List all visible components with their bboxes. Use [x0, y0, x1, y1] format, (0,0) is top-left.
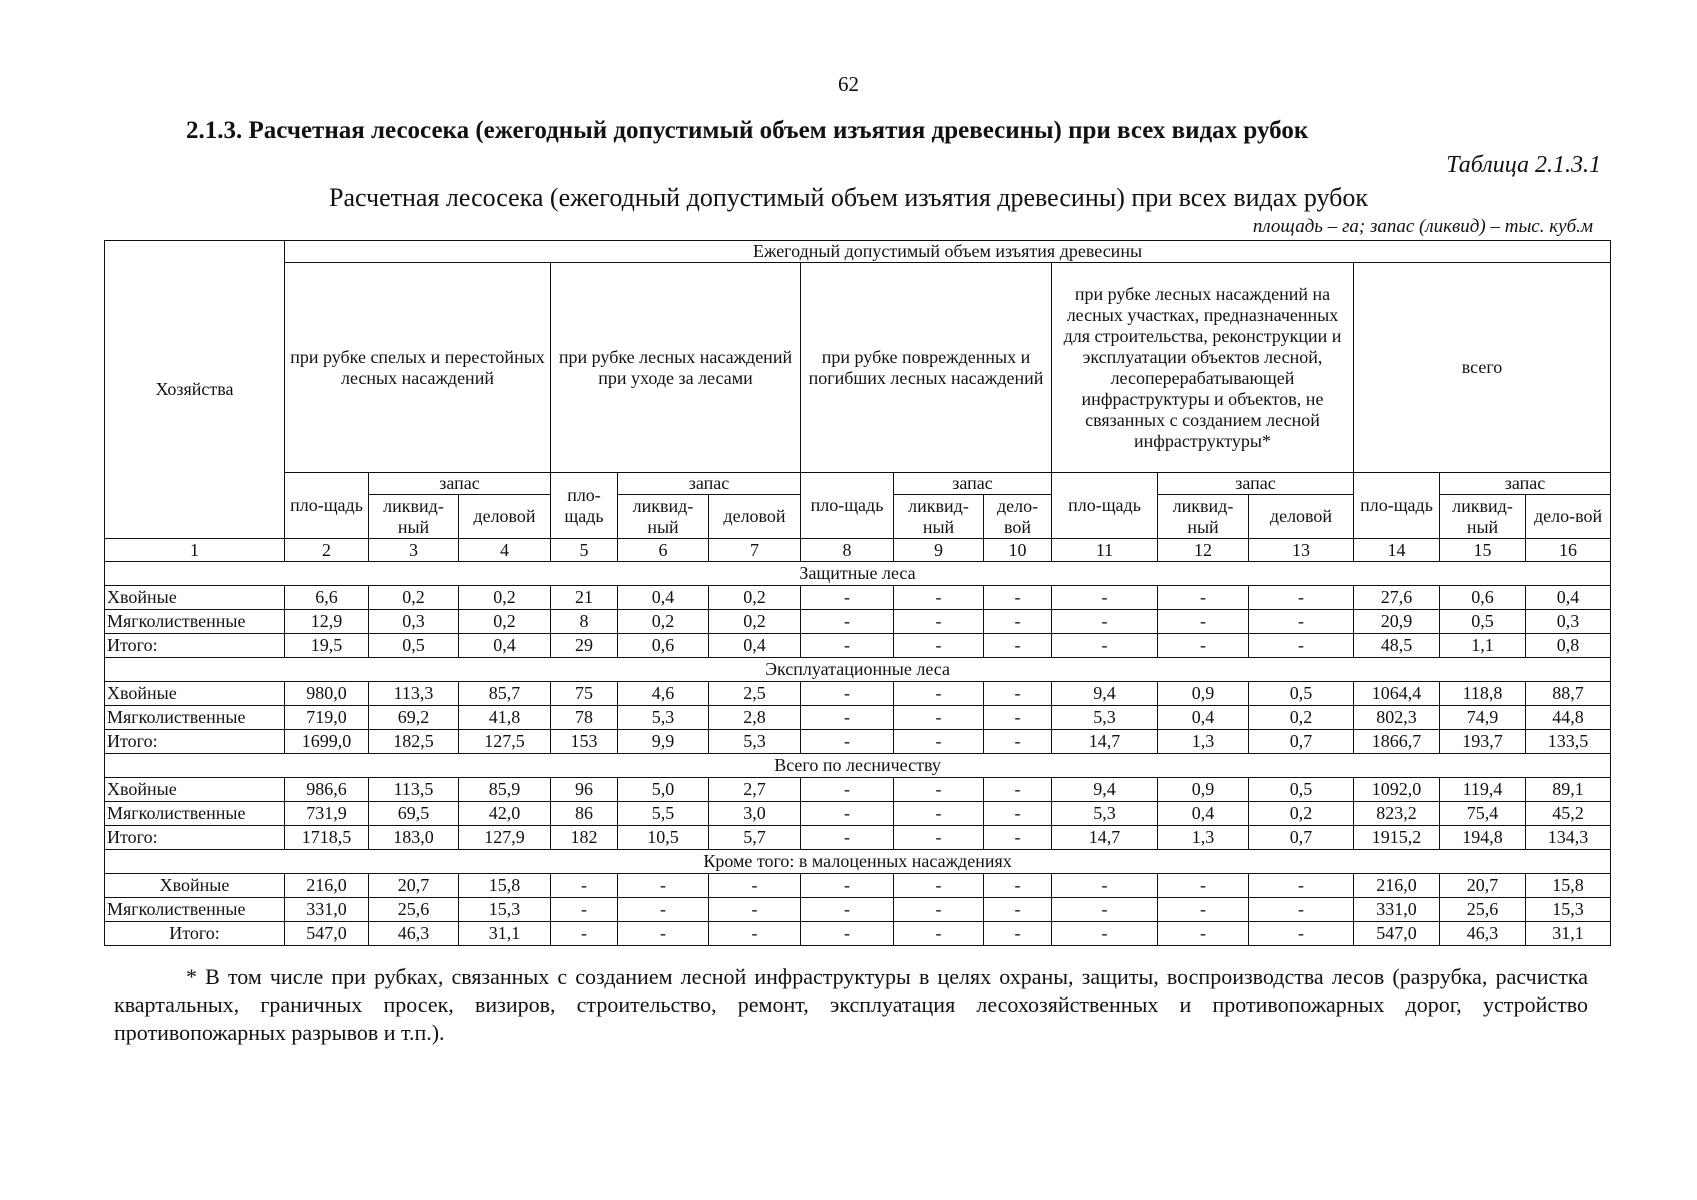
table-cell: -	[894, 610, 984, 634]
table-cell: -	[894, 682, 984, 706]
header-stock: запас	[894, 473, 1052, 495]
table-cell: 25,6	[369, 898, 459, 922]
table-cell: 86	[551, 802, 618, 826]
table-cell: 0,7	[1249, 730, 1354, 754]
header-business: деловой	[709, 495, 801, 539]
table-cell: 15,8	[1526, 874, 1611, 898]
table-cell: 5,0	[618, 778, 709, 802]
table-cell: 8	[551, 610, 618, 634]
table-body	[105, 562, 1611, 946]
table-cell: 0,7	[1249, 826, 1354, 850]
column-number: 9	[894, 539, 984, 562]
table-cell: 118,8	[1440, 682, 1526, 706]
table-cell: 0,8	[1526, 634, 1611, 658]
header-stock: запас	[369, 473, 551, 495]
row-label: Итого:	[105, 730, 285, 754]
table-cell: -	[1052, 586, 1158, 610]
table-cell: 85,9	[459, 778, 551, 802]
table-cell: 45,2	[1526, 802, 1611, 826]
table-cell: 0,2	[459, 586, 551, 610]
table-cell: 331,0	[285, 898, 369, 922]
table-cell: -	[894, 874, 984, 898]
table-cell: 1,3	[1158, 826, 1249, 850]
table-cell: 980,0	[285, 682, 369, 706]
table-cell: 0,2	[709, 586, 801, 610]
row-label: Итого:	[105, 634, 285, 658]
header-group-total: всего	[1354, 263, 1611, 473]
table-cell: -	[894, 706, 984, 730]
table-cell: -	[984, 826, 1052, 850]
table-cell: 89,1	[1526, 778, 1611, 802]
table-cell: 119,4	[1440, 778, 1526, 802]
header-area: пло-щадь	[1052, 473, 1158, 539]
table-cell: 0,4	[1158, 706, 1249, 730]
table-cell: 0,5	[1249, 778, 1354, 802]
table-cell: -	[984, 898, 1052, 922]
table-cell: 2,5	[709, 682, 801, 706]
table-cell: 0,2	[1249, 802, 1354, 826]
table-cell: 5,3	[618, 706, 709, 730]
header-liquid: ликвид-ный	[369, 495, 459, 539]
table-cell: 331,0	[1354, 898, 1440, 922]
table-cell: -	[709, 898, 801, 922]
row-label: Итого:	[105, 826, 285, 850]
table-cell: 25,6	[1440, 898, 1526, 922]
table-cell: -	[801, 682, 894, 706]
table-cell: 1064,4	[1354, 682, 1440, 706]
table-cell: -	[618, 898, 709, 922]
table-cell: -	[894, 634, 984, 658]
table-cell: -	[894, 802, 984, 826]
table-cell: 0,2	[369, 586, 459, 610]
table-cell: 0,5	[369, 634, 459, 658]
table-cell: 216,0	[1354, 874, 1440, 898]
table-cell: -	[801, 874, 894, 898]
table-cell: 183,0	[369, 826, 459, 850]
header-group-damaged: при рубке поврежденных и погибших лесных насаждений	[801, 263, 1052, 473]
section-heading: 2.1.3. Расчетная лесосека (ежегодный допустимый объем изъятия древесины) при всех видах рубок	[186, 117, 1309, 144]
table-cell: -	[801, 634, 894, 658]
header-area: пло-щадь	[285, 473, 369, 539]
table-cell: 85,7	[459, 682, 551, 706]
table-cell: 9,4	[1052, 682, 1158, 706]
row-label: Хвойные	[105, 682, 285, 706]
table-cell: 2,7	[709, 778, 801, 802]
table-cell: 15,3	[459, 898, 551, 922]
table-cell: 5,3	[1052, 802, 1158, 826]
table-cell: 5,3	[1052, 706, 1158, 730]
header-stock: запас	[618, 473, 801, 495]
table-cell: 15,8	[459, 874, 551, 898]
footnote: * В том числе при рубках, связанных с созданием лесной инфраструктуры в целях охраны, защиты, воспроизводства лесов (разрубка, расчистка квартальных, граничных просек, визиров, строительство, ремонт, эксплуатация лесохозяйственных и противопожарных дорог, устройство противопожарных разрывов и т.п.).	[114, 964, 1588, 1045]
table-cell: -	[618, 922, 709, 946]
table-cell: 0,3	[369, 610, 459, 634]
table-cell: -	[1052, 922, 1158, 946]
table-cell: -	[709, 922, 801, 946]
table-title: Расчетная лесосека (ежегодный допустимый объем изъятия древесины) при всех видах рубок	[329, 183, 1368, 212]
row-label: Хвойные	[105, 778, 285, 802]
table-cell: 31,1	[459, 922, 551, 946]
table-cell: -	[1052, 610, 1158, 634]
row-label: Хвойные	[105, 874, 285, 898]
table-cell: 48,5	[1354, 634, 1440, 658]
column-number-row	[105, 539, 1611, 562]
table-cell: 0,5	[1440, 610, 1526, 634]
header-stock: запас	[1440, 473, 1611, 495]
table-cell: 1866,7	[1354, 730, 1440, 754]
column-number: 13	[1249, 539, 1354, 562]
table-cell: -	[1052, 874, 1158, 898]
table-cell: -	[984, 586, 1052, 610]
header-business: деловой	[459, 495, 551, 539]
table-cell: 547,0	[285, 922, 369, 946]
table-cell: -	[801, 922, 894, 946]
allowable-cut-table	[104, 240, 1611, 946]
table-cell: 69,2	[369, 706, 459, 730]
table-cell: 0,4	[459, 634, 551, 658]
table-cell: 2,8	[709, 706, 801, 730]
header-area: пло-щадь	[551, 473, 618, 539]
table-cell: 113,5	[369, 778, 459, 802]
table-cell: -	[801, 610, 894, 634]
column-number: 14	[1354, 539, 1440, 562]
table-cell: -	[709, 874, 801, 898]
table-cell: -	[618, 874, 709, 898]
table-cell: 5,5	[618, 802, 709, 826]
section-row	[105, 754, 1611, 778]
table-cell: -	[801, 586, 894, 610]
section-row	[105, 850, 1611, 874]
table-cell: 0,6	[1440, 586, 1526, 610]
table-cell: 0,9	[1158, 778, 1249, 802]
column-number: 5	[551, 539, 618, 562]
column-number: 8	[801, 539, 894, 562]
column-number: 1	[105, 539, 285, 562]
table-cell: -	[894, 826, 984, 850]
header-stock: запас	[1158, 473, 1354, 495]
table-row	[105, 826, 1611, 850]
table-cell: -	[551, 874, 618, 898]
column-number: 10	[984, 539, 1052, 562]
table-cell: 5,7	[709, 826, 801, 850]
column-number: 6	[618, 539, 709, 562]
table-cell: 4,6	[618, 682, 709, 706]
column-number: 3	[369, 539, 459, 562]
table-cell: 78	[551, 706, 618, 730]
table-cell: -	[984, 610, 1052, 634]
column-number: 16	[1526, 539, 1611, 562]
table-cell: -	[984, 682, 1052, 706]
table-row	[105, 874, 1611, 898]
section-title: Защитные леса	[105, 562, 1611, 586]
table-cell: 0,2	[459, 610, 551, 634]
table-cell: 134,3	[1526, 826, 1611, 850]
table-cell: 27,6	[1354, 586, 1440, 610]
table-cell: -	[984, 802, 1052, 826]
table-cell: 0,3	[1526, 610, 1611, 634]
table-cell: 0,6	[618, 634, 709, 658]
table-cell: 731,9	[285, 802, 369, 826]
header-group-infrastructure: при рубке лесных насаждений на лесных участках, предназначенных для строительства, реконструкции и эксплуатации объектов лесной, лесоперерабатывающей инфраструктуры и объектов, не связанных с созданием лесной инфраструктуры*	[1052, 263, 1354, 473]
table-cell: 69,5	[369, 802, 459, 826]
table-cell: 0,4	[1158, 802, 1249, 826]
table-cell: 19,5	[285, 634, 369, 658]
table-cell: 46,3	[369, 922, 459, 946]
table-cell: 42,0	[459, 802, 551, 826]
table-cell: 133,5	[1526, 730, 1611, 754]
column-number: 12	[1158, 539, 1249, 562]
table-row	[105, 778, 1611, 802]
table-cell: 6,6	[285, 586, 369, 610]
header-main-group: Ежегодный допустимый объем изъятия древесины	[285, 241, 1611, 263]
table-cell: 15,3	[1526, 898, 1611, 922]
table-cell: -	[894, 898, 984, 922]
table-cell: 44,8	[1526, 706, 1611, 730]
table-cell: -	[1052, 898, 1158, 922]
table-cell: 719,0	[285, 706, 369, 730]
section-row	[105, 658, 1611, 682]
table-cell: 14,7	[1052, 826, 1158, 850]
table-cell: 1915,2	[1354, 826, 1440, 850]
table-cell: 20,7	[1440, 874, 1526, 898]
table-cell: -	[801, 778, 894, 802]
table-cell: 182,5	[369, 730, 459, 754]
table-cell: -	[1249, 922, 1354, 946]
table-label: Таблица 2.1.3.1	[1446, 152, 1601, 178]
header-liquid: ликвид-ный	[618, 495, 709, 539]
table-cell: -	[984, 778, 1052, 802]
table-row	[105, 634, 1611, 658]
table-row	[105, 802, 1611, 826]
header-liquid: ликвид-ный	[1158, 495, 1249, 539]
table-cell: 10,5	[618, 826, 709, 850]
table-cell: -	[551, 898, 618, 922]
header-area: пло-щадь	[1354, 473, 1440, 539]
row-label: Мягколиственные	[105, 898, 285, 922]
column-number: 15	[1440, 539, 1526, 562]
table-cell: -	[984, 634, 1052, 658]
header-liquid: ликвид-ный	[1440, 495, 1526, 539]
table-cell: 1718,5	[285, 826, 369, 850]
row-label: Мягколиственные	[105, 610, 285, 634]
table-cell: -	[1158, 898, 1249, 922]
table-cell: 9,4	[1052, 778, 1158, 802]
table-cell: 9,9	[618, 730, 709, 754]
table-cell: 0,4	[618, 586, 709, 610]
header-area: пло-щадь	[801, 473, 894, 539]
table-cell: 41,8	[459, 706, 551, 730]
table-row	[105, 706, 1611, 730]
table-cell: 75	[551, 682, 618, 706]
table-cell: -	[551, 922, 618, 946]
table-cell: 0,9	[1158, 682, 1249, 706]
table-cell: 31,1	[1526, 922, 1611, 946]
column-number: 11	[1052, 539, 1158, 562]
table-row	[105, 586, 1611, 610]
table-cell: 20,7	[369, 874, 459, 898]
table-cell: 113,3	[369, 682, 459, 706]
header-farms: Хозяйства	[105, 241, 285, 539]
table-cell: -	[984, 922, 1052, 946]
table-cell: 127,5	[459, 730, 551, 754]
table-cell: 3,0	[709, 802, 801, 826]
table-cell: 0,4	[1526, 586, 1611, 610]
table-cell: -	[1052, 634, 1158, 658]
table-row	[105, 682, 1611, 706]
column-number: 4	[459, 539, 551, 562]
table-cell: -	[801, 730, 894, 754]
table-cell: 194,8	[1440, 826, 1526, 850]
table-cell: 1,3	[1158, 730, 1249, 754]
table-cell: 823,2	[1354, 802, 1440, 826]
table-cell: -	[894, 778, 984, 802]
table-row	[105, 898, 1611, 922]
row-label: Мягколиственные	[105, 706, 285, 730]
table-cell: -	[1158, 874, 1249, 898]
table-cell: -	[1249, 634, 1354, 658]
table-cell: -	[1249, 586, 1354, 610]
table-cell: -	[894, 922, 984, 946]
table-cell: 74,9	[1440, 706, 1526, 730]
table-cell: -	[1158, 586, 1249, 610]
table-cell: -	[894, 586, 984, 610]
table-cell: 29	[551, 634, 618, 658]
table-row	[105, 610, 1611, 634]
table-cell: 127,9	[459, 826, 551, 850]
table-cell: 20,9	[1354, 610, 1440, 634]
column-number: 7	[709, 539, 801, 562]
table-cell: 75,4	[1440, 802, 1526, 826]
table-cell: 216,0	[285, 874, 369, 898]
table-cell: 12,9	[285, 610, 369, 634]
header-business: дело-вой	[984, 495, 1052, 539]
row-label: Итого:	[105, 922, 285, 946]
section-title: Всего по лесничеству	[105, 754, 1611, 778]
table-cell: 5,3	[709, 730, 801, 754]
column-number: 2	[285, 539, 369, 562]
table-cell: 46,3	[1440, 922, 1526, 946]
header-business: деловой	[1249, 495, 1354, 539]
table-cell: 96	[551, 778, 618, 802]
table-cell: 1699,0	[285, 730, 369, 754]
table-row	[105, 922, 1611, 946]
table-row	[105, 730, 1611, 754]
table-cell: -	[894, 730, 984, 754]
table-cell: -	[984, 706, 1052, 730]
table-cell: 1092,0	[1354, 778, 1440, 802]
table-cell: -	[801, 898, 894, 922]
table-cell: 182	[551, 826, 618, 850]
table-cell: 14,7	[1052, 730, 1158, 754]
table-cell: -	[984, 874, 1052, 898]
row-label: Мягколиственные	[105, 802, 285, 826]
section-row	[105, 562, 1611, 586]
table-cell: -	[1249, 874, 1354, 898]
table-cell: -	[1158, 922, 1249, 946]
table-cell: 1,1	[1440, 634, 1526, 658]
section-title: Эксплуатационные леса	[105, 658, 1611, 682]
table-cell: 193,7	[1440, 730, 1526, 754]
table-cell: 802,3	[1354, 706, 1440, 730]
page-number: 62	[838, 72, 859, 96]
row-label: Хвойные	[105, 586, 285, 610]
table-cell: 21	[551, 586, 618, 610]
units-note: площадь – га; запас (ликвид) – тыс. куб.м	[1252, 216, 1593, 237]
table-cell: -	[1158, 634, 1249, 658]
section-title: Кроме того: в малоценных насаждениях	[105, 850, 1611, 874]
table-cell: -	[801, 706, 894, 730]
table-cell: 986,6	[285, 778, 369, 802]
header-business: дело-вой	[1526, 495, 1611, 539]
table-cell: 0,2	[1249, 706, 1354, 730]
table-cell: -	[1249, 898, 1354, 922]
table-cell: -	[801, 826, 894, 850]
table-cell: 0,2	[618, 610, 709, 634]
header-liquid: ликвид-ный	[894, 495, 984, 539]
table-cell: -	[1158, 610, 1249, 634]
table-cell: 0,5	[1249, 682, 1354, 706]
table-cell: 0,2	[709, 610, 801, 634]
table-cell: 0,4	[709, 634, 801, 658]
table-cell: 547,0	[1354, 922, 1440, 946]
table-cell: -	[1249, 610, 1354, 634]
header-group-final-felling: при рубке спелых и перестойных лесных насаждений	[285, 263, 551, 473]
header-group-thinning: при рубке лесных насаждений при уходе за лесами	[551, 263, 801, 473]
table-cell: -	[984, 730, 1052, 754]
table-cell: -	[801, 802, 894, 826]
table-cell: 153	[551, 730, 618, 754]
table-cell: 88,7	[1526, 682, 1611, 706]
